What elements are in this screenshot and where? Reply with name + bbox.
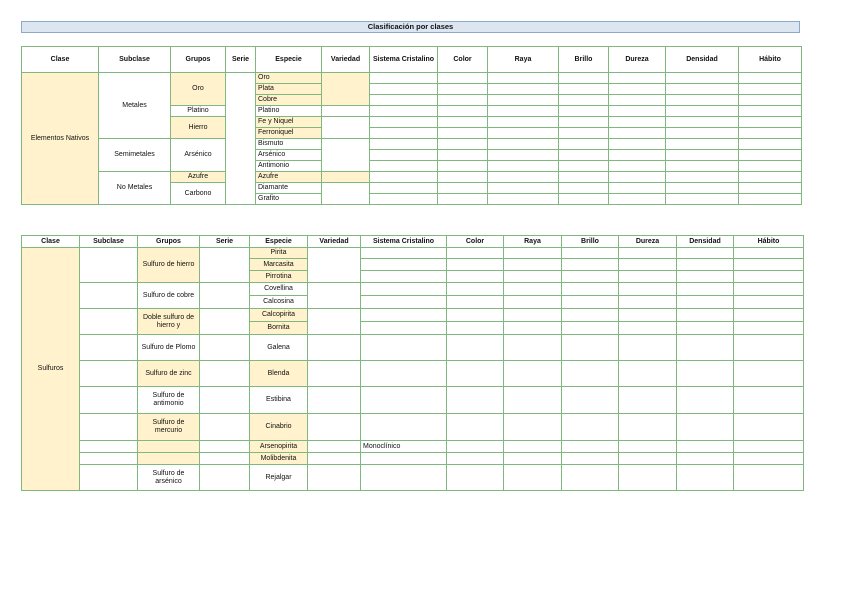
native-elements-table: [21, 46, 802, 205]
especie-cell: Plata: [256, 84, 322, 95]
especie-cell: Calcopirita: [250, 309, 308, 322]
sistema-cell: Monoclínico: [361, 441, 447, 453]
header-grupos: Grupos: [171, 47, 226, 73]
header-dureza: Dureza: [609, 47, 666, 73]
especie-cell: Blenda: [250, 361, 308, 387]
especie-cell: Cinabrio: [250, 414, 308, 441]
table-row: [22, 361, 804, 387]
header-row: [22, 236, 804, 248]
header-raya: Raya: [488, 47, 559, 73]
subclase-cell: Metales: [99, 73, 171, 139]
header-densidad: Densidad: [666, 47, 739, 73]
especie-cell: Diamante: [256, 183, 322, 194]
sulfides-table: [21, 235, 804, 491]
grupo-cell: Azufre: [171, 172, 226, 183]
grupo-cell: Sulfuro de hierro: [138, 248, 200, 283]
subclase-cell: Semimetales: [99, 139, 171, 172]
table-row: [22, 387, 804, 414]
especie-cell: Galena: [250, 335, 308, 361]
especie-cell: Rejalgar: [250, 465, 308, 491]
clase-cell: Elementos Nativos: [22, 73, 99, 205]
grupo-cell: Arsénico: [171, 139, 226, 172]
table-row: [22, 441, 804, 453]
header-subclase: Subclase: [99, 47, 171, 73]
header-clase: Clase: [22, 47, 99, 73]
especie-cell: Oro: [256, 73, 322, 84]
especie-cell: Pirita: [250, 248, 308, 259]
especie-cell: Ferroniquel: [256, 128, 322, 139]
especie-cell: Pirrotina: [250, 271, 308, 283]
grupo-cell: Hierro: [171, 117, 226, 139]
header-habito: Hábito: [734, 236, 804, 248]
table-row: [22, 453, 804, 465]
especie-cell: Cobre: [256, 95, 322, 106]
header-variedad: Variedad: [322, 47, 370, 73]
grupo-cell: Sulfuro de zinc: [138, 361, 200, 387]
table-row: [22, 309, 804, 322]
header-habito: Hábito: [739, 47, 802, 73]
grupo-cell: Sulfuro de arsénico: [138, 465, 200, 491]
header-raya: Raya: [504, 236, 562, 248]
especie-cell: Arsenopirita: [250, 441, 308, 453]
especie-cell: Estibina: [250, 387, 308, 414]
especie-cell: Platino: [256, 106, 322, 117]
sheet-title: Clasificación por clases: [21, 21, 800, 33]
table-row: [22, 283, 804, 296]
especie-cell: Molibdenita: [250, 453, 308, 465]
grupo-cell: Sulfuro de Plomo: [138, 335, 200, 361]
header-row: [22, 47, 802, 73]
header-sistema: Sistema Cristalino: [361, 236, 447, 248]
subclase-cell: No Metales: [99, 172, 171, 205]
header-variedad: Variedad: [308, 236, 361, 248]
clase-cell: Sulfuros: [22, 248, 80, 491]
especie-cell: Antimonio: [256, 161, 322, 172]
table-row: [22, 172, 802, 183]
variedad-cell: [322, 73, 370, 106]
especie-cell: Bismuto: [256, 139, 322, 150]
header-grupos: Grupos: [138, 236, 200, 248]
table-row: [22, 248, 804, 259]
serie-cell: [226, 73, 256, 205]
header-dureza: Dureza: [619, 236, 677, 248]
header-brillo: Brillo: [562, 236, 619, 248]
table-row: [22, 465, 804, 491]
header-serie: Serie: [200, 236, 250, 248]
header-densidad: Densidad: [677, 236, 734, 248]
especie-cell: Arsénico: [256, 150, 322, 161]
header-especie: Especie: [250, 236, 308, 248]
header-brillo: Brillo: [559, 47, 609, 73]
header-clase: Clase: [22, 236, 80, 248]
grupo-cell: Sulfuro de antimonio: [138, 387, 200, 414]
grupo-cell: Oro: [171, 73, 226, 106]
especie-cell: Calcosina: [250, 296, 308, 309]
especie-cell: Covellina: [250, 283, 308, 296]
especie-cell: Azufre: [256, 172, 322, 183]
grupo-cell: Doble sulfuro de hierro y: [138, 309, 200, 335]
grupo-cell: Carbono: [171, 183, 226, 205]
especie-cell: Fe y Niquel: [256, 117, 322, 128]
header-color: Color: [447, 236, 504, 248]
table-row: [22, 139, 802, 150]
header-serie: Serie: [226, 47, 256, 73]
especie-cell: Grafito: [256, 194, 322, 205]
header-especie: Especie: [256, 47, 322, 73]
table-row: [22, 335, 804, 361]
header-color: Color: [438, 47, 488, 73]
grupo-cell: Sulfuro de mercurio: [138, 414, 200, 441]
especie-cell: Marcasita: [250, 259, 308, 271]
table-row: [22, 414, 804, 441]
especie-cell: Bornita: [250, 322, 308, 335]
grupo-cell: Platino: [171, 106, 226, 117]
grupo-cell: Sulfuro de cobre: [138, 283, 200, 309]
table-row: [22, 73, 802, 84]
header-subclase: Subclase: [80, 236, 138, 248]
header-sistema: Sistema Cristalino: [370, 47, 438, 73]
